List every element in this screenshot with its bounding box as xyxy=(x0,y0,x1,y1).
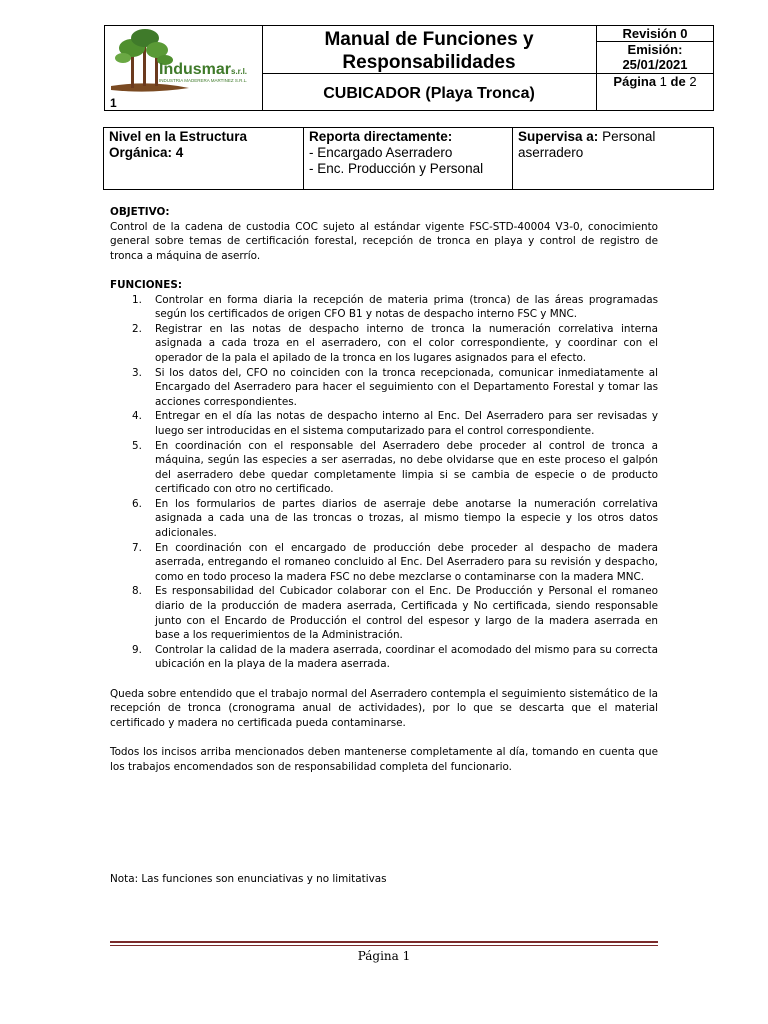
list-item: 7. En coordinación con el encargado de producción debe proceder al despacho de madera aserrada, entregando el romaneo concluido al Enc. Del Aserradero para su revisión y despacho, como en todo proceso la madera FSC no debe mezclarse o contaminarse con la madera MNC. xyxy=(132,541,658,583)
footer-page-number: Página 1 xyxy=(357,949,411,963)
logo-wordmark: Indusmar xyxy=(159,61,232,78)
list-item: 1. Controlar en forma diaria la recepción de materia prima (tronca) de las áreas programadas según los certificados de origen CFO B1 y notas de despacho interno FSC y MNC. xyxy=(132,293,658,321)
indusmar-logo xyxy=(109,28,259,96)
nivel-cell: Nivel en la Estructura Orgánica: 4 xyxy=(104,128,304,189)
revision-cell: Revisión 0 xyxy=(597,26,713,42)
paragraph-incisos: Todos los incisos arriba mencionados deben mantenerse completamente al día, tomando en cuenta que los trabajos encomendados son de responsabilidad completa del funcionario. xyxy=(110,745,658,773)
list-item: 6. En los formularios de partes diarios de aserraje debe anotarse la numeración correlativa asignada a cada una de las troncas o trozas, al mismo tiempo la especie y los otros datos adicionales. xyxy=(132,497,658,540)
reporta-item: - Encargado Aserradero xyxy=(309,145,453,160)
funciones-list xyxy=(110,293,658,672)
supervisa-value: Personal aserradero xyxy=(518,129,656,160)
reporta-item: - Enc. Producción y Personal xyxy=(309,161,484,176)
document-header xyxy=(104,25,714,111)
title-cell xyxy=(262,26,597,74)
footer-rule xyxy=(110,941,658,943)
list-item: 9. Controlar la calidad de la madera aserrada, coordinar el acomodado del mismo para su correcta ubicación en la playa de la madera aserrada. xyxy=(132,643,658,671)
svg-text:s.r.l.: s.r.l. xyxy=(231,67,248,76)
svg-text:INDUSTRIA MADERERA MARTINEZ S.: INDUSTRIA MADERERA MARTINEZ S.R.L. xyxy=(159,78,248,83)
funciones-title: FUNCIONES: xyxy=(110,278,182,291)
list-item: 4. Entregar en el día las notas de despacho interno al Enc. Del Aserradero para ser revisadas y luego ser introducidas en el sistema computarizado para el control correspondiente. xyxy=(132,410,658,437)
document-title: Manual de Funciones y Responsabilidades xyxy=(324,29,534,73)
org-info-table xyxy=(103,127,714,190)
objetivo-title: OBJETIVO: xyxy=(110,206,170,218)
emision-cell xyxy=(597,42,713,74)
subtitle-cell xyxy=(262,74,597,110)
nota-text: Nota: Las funciones son enunciativas y no limitativas xyxy=(110,873,387,885)
list-item: 3. Si los datos del, CFO no coinciden con la tronca recepcionada, comunicar inmediatamente al Encargado del Aserradero para hacer el seguimiento con el Departamento Forestal y tomar las acciones correspondientes. xyxy=(132,366,658,408)
document-subtitle: CUBICADOR (Playa Tronca) xyxy=(323,85,535,102)
objetivo-text: Control de la cadena de custodia COC sujeto al estándar vigente FSC-STD-40004 V3-0, conocimiento general sobre temas de certificación forestal, recepción de tronca en playa y control de registro de tronca a máquina de aserrío. xyxy=(110,220,658,262)
footer-rule xyxy=(110,945,658,946)
header-number: 1 xyxy=(110,96,117,110)
emision-label: Emisión: xyxy=(627,42,683,57)
list-item: 2. Registrar en las notas de despacho interno de tronca la numeración correlativa interna asignada a cada troza en el aserradero, con el color correspondiente, y coordinar con el operador de la pala el apilado de la tronca en los lugares asignados para el efecto. xyxy=(132,322,658,364)
page-of: de xyxy=(670,74,686,89)
document-body xyxy=(110,205,658,774)
supervisa-cell xyxy=(513,128,713,189)
logo-cell xyxy=(105,26,263,110)
reporta-label: Reporta directamente: xyxy=(309,129,453,144)
list-item: 8. Es responsabilidad del Cubicador colaborar con el Enc. De Producción y Personal el romaneo diario de la producción de madera aserrada, Certificada y No certificada, siendo responsable junto con el Encardo de Producción el control del espesor y largo de la madera aserrada en base a los requerimientos de la Administración. xyxy=(132,585,658,642)
reporta-cell xyxy=(304,128,513,189)
emision-date: 25/01/2021 xyxy=(622,57,688,72)
page-cell xyxy=(597,74,713,110)
paragraph-seguimiento: Queda sobre entendido que el trabajo normal del Aserradero contempla el seguimiento sistemático de la recepción de tronca (cronograma anual de actividades), por lo que se descarta que el material certificado y madera no certificada pueda contaminarse. xyxy=(110,687,658,729)
page-total: 2 xyxy=(689,74,697,89)
page-label: Página xyxy=(613,74,657,89)
list-item: 5. En coordinación con el responsable del Aserradero debe proceder al control de tronca a máquina, según las especies a ser aserradas, no debe olvidarse que en este proceso el galpón del aserradero debe quedar completamente limpia si se cambia de especie o de producto certificado con otro no certificado. xyxy=(132,439,658,496)
page-num: 1 xyxy=(659,74,667,89)
supervisa-label: Supervisa a: xyxy=(518,129,599,144)
